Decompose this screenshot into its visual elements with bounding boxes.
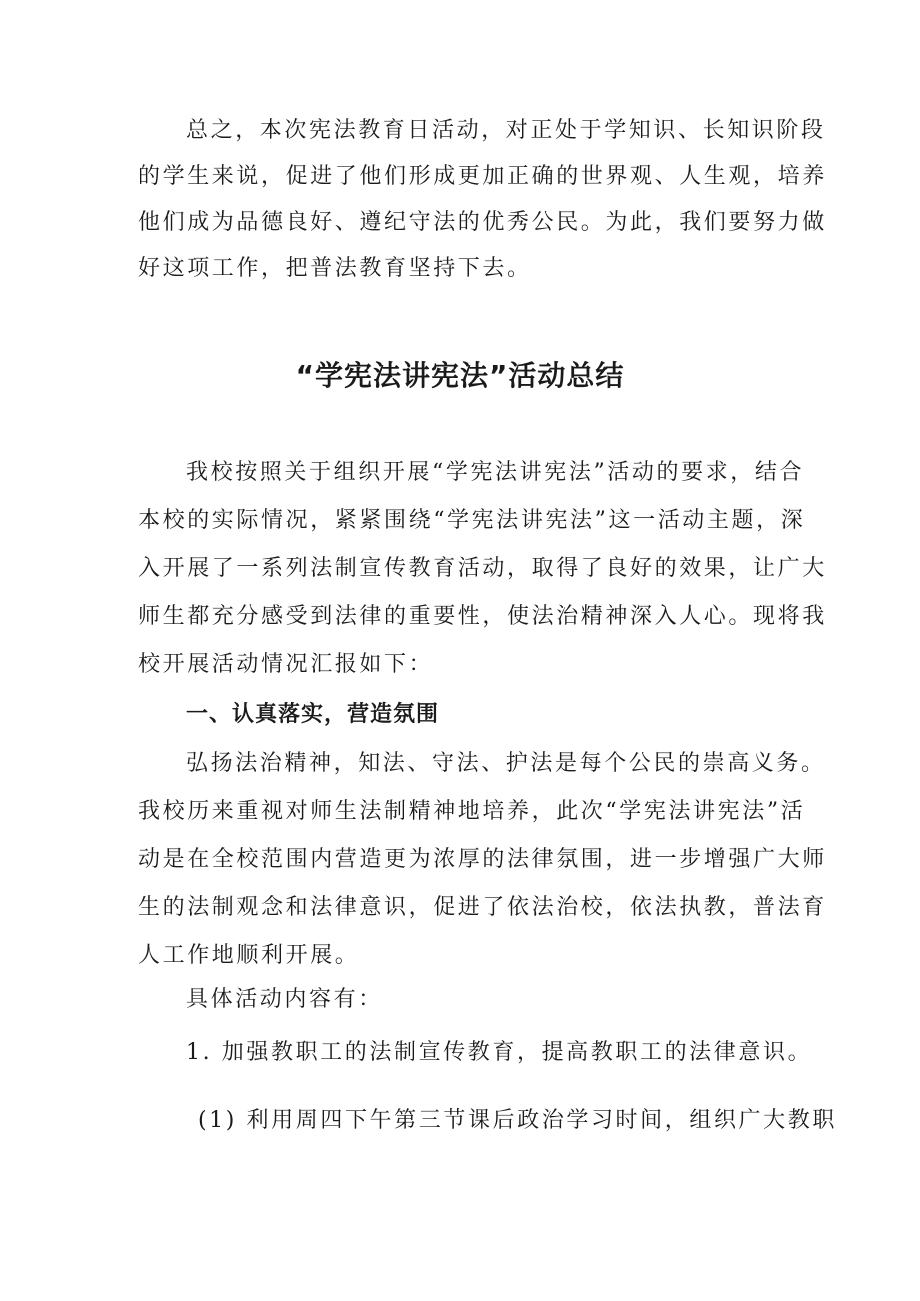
paragraph-line: 的学生来说，促进了他们形成更加正确的世界观、人生观，培养 — [138, 164, 827, 189]
paragraph-line: 动是在全校范围内营造更为浓厚的法律氛围，进一步增强广大师 — [138, 847, 827, 872]
paragraph-line: 好这项工作，把普法教育坚持下去。 — [138, 256, 532, 281]
paragraph-line: 我校按照关于组织开展“学宪法讲宪法”活动的要求，结合 — [186, 460, 805, 485]
paragraph-line: 弘扬法治精神，知法、守法、护法是每个公民的崇高义务。 — [186, 751, 826, 776]
paragraph-line: 总之，本次宪法教育日活动，对正处于学知识、长知识阶段 — [186, 118, 826, 143]
paragraph-line: 人工作地顺利开展。 — [138, 943, 360, 968]
activities-label: 具体活动内容有： — [186, 987, 383, 1012]
section-paragraph — [138, 751, 827, 993]
intro-paragraph — [138, 460, 827, 702]
paragraph-line: 师生都充分感受到法律的重要性，使法治精神深入人心。现将我 — [138, 604, 827, 629]
closing-paragraph — [138, 118, 827, 304]
paragraph-line: 本校的实际情况，紧紧围绕“学宪法讲宪法”这一活动主题，深 — [138, 508, 806, 533]
paragraph-line: 生的法制观念和法律意识，促进了依法治校，依法执教，普法育 — [138, 895, 827, 920]
sub-list-item: (1) 利用周四下午第三节课后政治学习时间，组织广大教职 — [198, 1108, 837, 1133]
document-title: “学宪法讲宪法”活动总结 — [295, 359, 625, 392]
paragraph-line: 我校历来重视对师生法制精神地培养，此次“学宪法讲宪法”活 — [138, 799, 806, 824]
list-item: 1. 加强教职工的法制宣传教育，提高教职工的法律意识。 — [186, 1040, 813, 1065]
paragraph-line: 入开展了一系列法制宣传教育活动，取得了良好的效果，让广大 — [138, 556, 827, 581]
paragraph-line: 校开展活动情况汇报如下： — [138, 652, 434, 677]
paragraph-line: 他们成为品德良好、遵纪守法的优秀公民。为此，我们要努力做 — [138, 210, 827, 235]
section-heading: 一、认真落实，营造氛围 — [186, 702, 440, 727]
